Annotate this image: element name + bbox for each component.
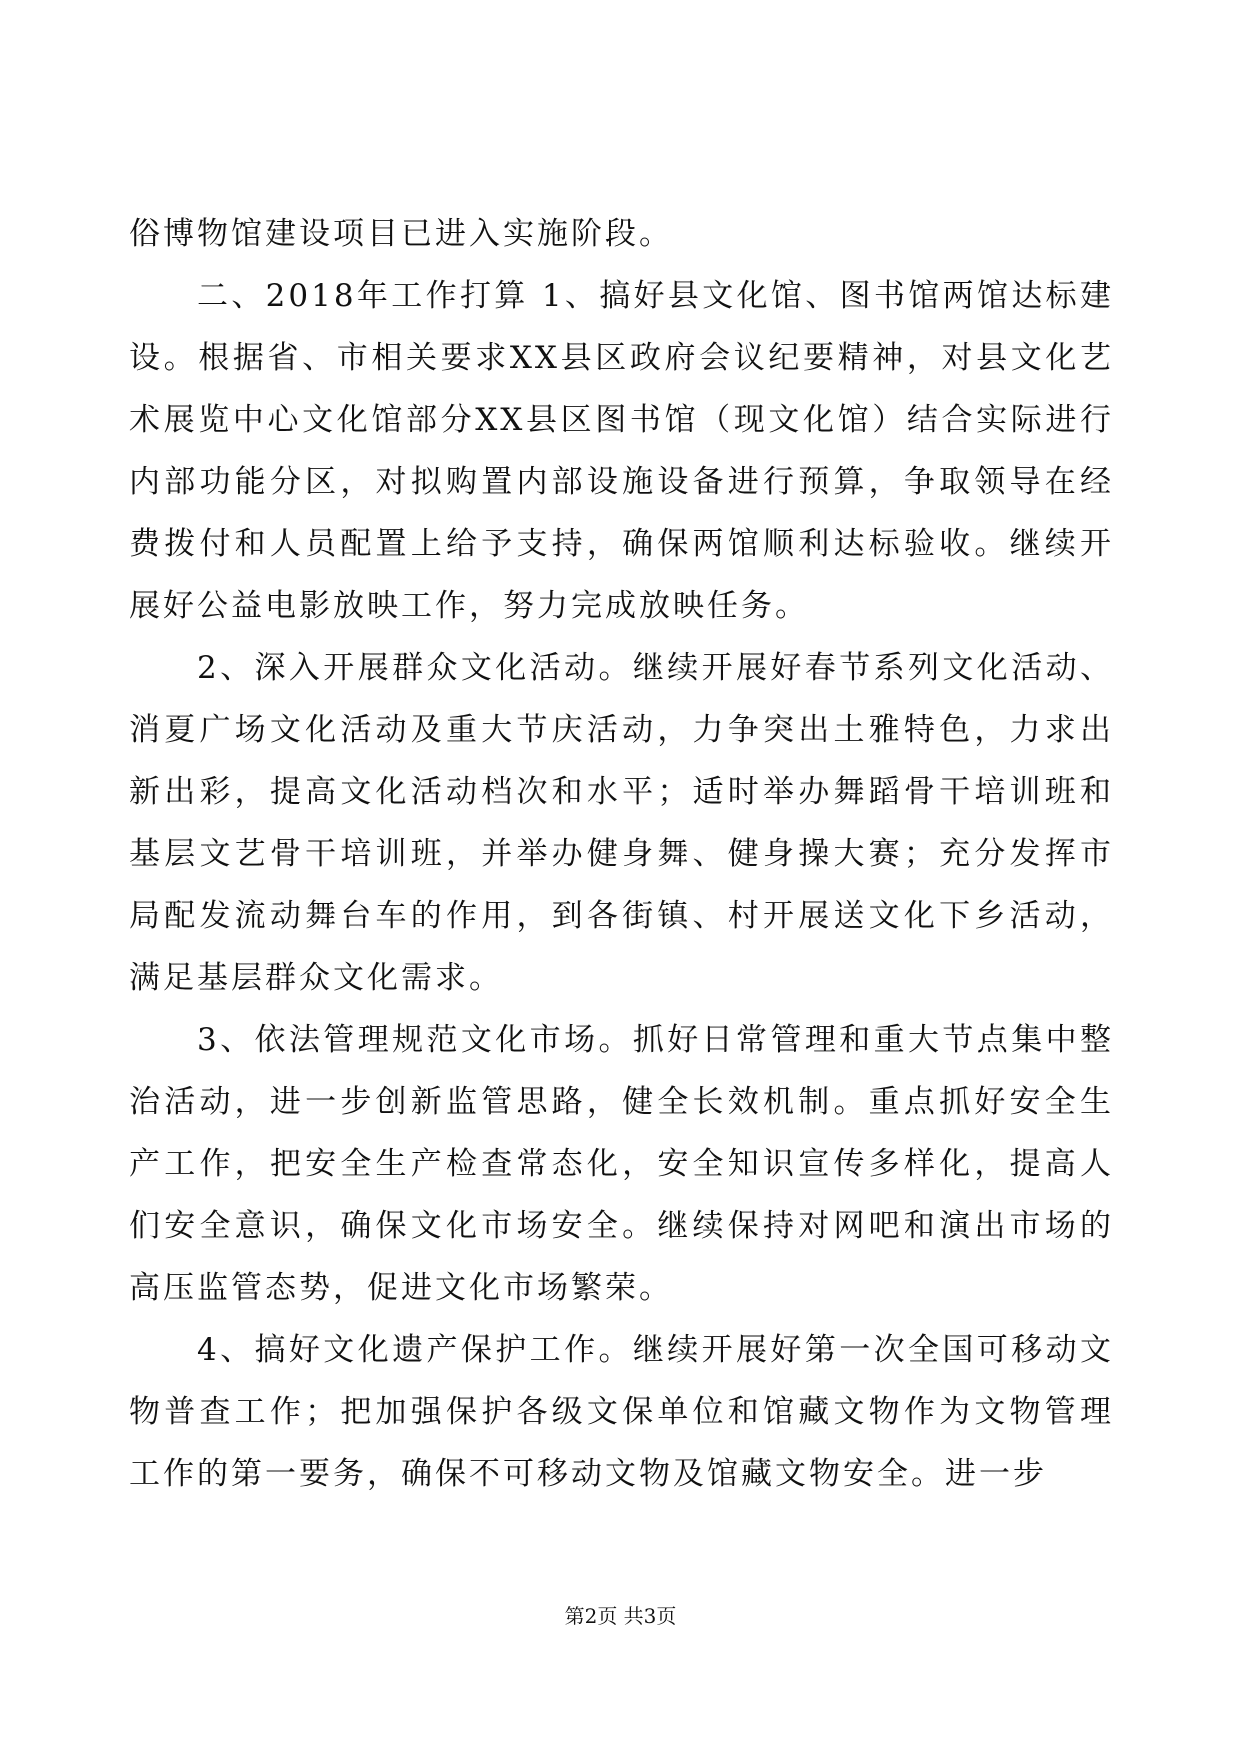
paragraph-continuation: 俗博物馆建设项目已进入实施阶段。 [129, 216, 673, 252]
paragraph-work-plan-1: 二、2018年工作打算 1、搞好县文化馆、图书馆两馆达标建设。根据省、市相关要求XX县区政府会议纪要精神，对县文化艺术展览中心文化馆部分XX县区图书馆（现文化馆）结合实际进行内部功能分区，对拟购置内部设施设备进行预算，争取领导在经费拨付和人员配置上给予支持，确保两馆顺利达标验收。继续开展好公益电影放映工作，努力完成放映任务。 [129, 278, 1114, 624]
paragraph-work-plan-2: 2、深入开展群众文化活动。继续开展好春节系列文化活动、消夏广场文化活动及重大节庆活动，力争突出土雅特色，力求出新出彩，提高文化活动档次和水平；适时举办舞蹈骨干培训班和基层文艺骨干培训班，并举办健身舞、健身操大赛；充分发挥市局配发流动舞台车的作用，到各街镇、村开展送文化下乡活动，满足基层群众文化需求。 [129, 650, 1114, 996]
document-body [129, 203, 1114, 1505]
page-footer: 第2页 共3页 [564, 1604, 677, 1628]
paragraph-work-plan-4: 4、搞好文化遗产保护工作。继续开展好第一次全国可移动文物普查工作；把加强保护各级文保单位和馆藏文物作为文物管理工作的第一要务，确保不可移动文物及馆藏文物安全。进一步 [129, 1332, 1114, 1492]
paragraph-work-plan-3: 3、依法管理规范文化市场。抓好日常管理和重大节点集中整治活动，进一步创新监管思路，健全长效机制。重点抓好安全生产工作，把安全生产检查常态化，安全知识宣传多样化，提高人们安全意识，确保文化市场安全。继续保持对网吧和演出市场的高压监管态势，促进文化市场繁荣。 [129, 1022, 1114, 1306]
